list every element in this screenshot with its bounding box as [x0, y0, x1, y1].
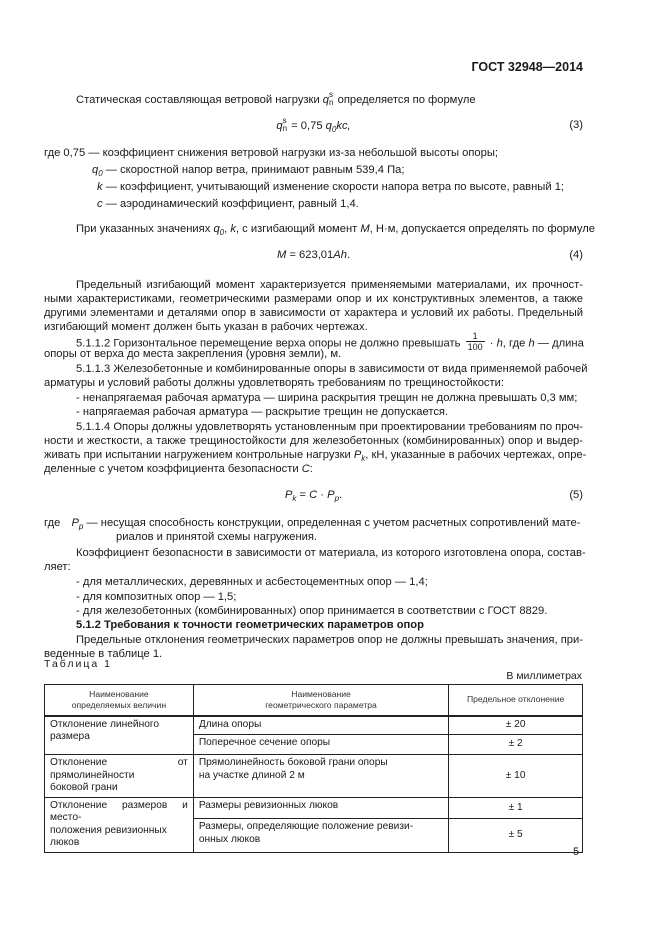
text: 5.1.1.2 Горизонтальное перемещение верха опоры не должно превышать [76, 337, 461, 350]
sub: p [334, 494, 340, 504]
header-line: Предельное отклонение [466, 694, 565, 705]
cell-tolerance: ± 20 [449, 716, 583, 735]
numerator: 1 [466, 331, 485, 342]
symbol: k [97, 181, 103, 193]
text: — аэродинамический коэффициент, равный 1,4. [102, 198, 359, 210]
symbol-q: q [322, 93, 330, 106]
sup: s [282, 116, 287, 125]
header-line: геометрического параметра [265, 699, 377, 710]
sub: p [78, 522, 84, 532]
formula-number: (4) [569, 249, 583, 261]
text: = 0,75 [288, 119, 326, 132]
text: При указанных значениях [76, 223, 214, 235]
header-quantity [45, 685, 194, 716]
sub: k [361, 454, 366, 464]
formula-5 [44, 488, 583, 504]
table-1 [44, 684, 583, 853]
paragraph-static-load [44, 92, 583, 108]
symbol: c [97, 198, 103, 210]
text: , где [502, 337, 529, 350]
where-item-k [44, 180, 583, 194]
document-code: ГОСТ 32948—2014 [471, 60, 583, 74]
sub: k [292, 494, 297, 504]
table-row [45, 716, 583, 735]
symbol: q [92, 164, 99, 176]
text: , с изгибающий момент [235, 223, 361, 235]
paragraph-5-1-2-line2: веденные в таблице 1. [44, 648, 163, 660]
paragraph-limit-line: другими элементами и деталями опор в зависимости от характера и условий их работы. Предельный [44, 307, 583, 319]
where-item-pp [44, 516, 583, 530]
paragraph-limit-line: изгибающий момент должен быть указан в рабочих чертежах. [44, 321, 368, 333]
symbol: P [353, 449, 362, 461]
symbol: C [309, 489, 318, 501]
formula-expression [44, 248, 583, 262]
text: kc, [336, 119, 351, 132]
paragraph-limit-line: ными характеристиками, геометрическими размерами опор и их конструктивных элементов, а также [44, 293, 583, 305]
where-item-c [44, 197, 583, 211]
text: = [296, 489, 310, 501]
table-header-row [45, 685, 583, 716]
text: — длина [534, 337, 584, 350]
symbol: C [301, 463, 310, 475]
clause-5-1-1-3-line2: арматуры и условий работы должны удовлетворять требованиям по трещиностойкости: [44, 377, 504, 389]
cell-tolerance: ± 10 [449, 755, 583, 798]
cell-parameter: Размеры, определяющие положение ревизи- онных люков [193, 819, 448, 852]
text: где [44, 517, 61, 529]
clause-5-1-1-4-line3 [44, 448, 587, 464]
cell-tolerance: ± 2 [449, 735, 583, 755]
symbol-q: q [325, 119, 332, 132]
paragraph-safety: Коэффициент безопасности в зависимости от материала, из которого изготовлена опора, состав- [76, 547, 586, 559]
text: · [486, 337, 497, 350]
table-unit: В миллиметрах [506, 670, 582, 682]
symbol: P [71, 517, 79, 529]
sub: 0 [219, 228, 225, 238]
table-caption: Таблица 1 [44, 658, 112, 670]
list-item: - для композитных опор — 1,5; [76, 591, 237, 603]
formula-expression [44, 488, 583, 502]
symbol: M [360, 223, 370, 235]
symbol-q: q [276, 119, 283, 132]
header-tolerance [449, 685, 583, 716]
clause-5-1-1-4: 5.1.1.4 Опоры должны удовлетворять установленным при проектировании требованиям по проч- [76, 421, 583, 433]
page-number: 5 [573, 846, 580, 858]
where-item-075: где 0,75 — коэффициент снижения ветровой нагрузки из-за небольшой высоты опоры; [44, 147, 498, 159]
text: · [317, 489, 328, 501]
text: . [339, 489, 343, 501]
text: = 623,01 [286, 249, 334, 261]
clause-5-1-1-4-line2: ности и жесткости, а также трещиностойкости для железобетонных (комбинированных) опор и выдер- [44, 435, 583, 447]
header-line: Наименование [291, 688, 351, 699]
cell-tolerance: ± 5 [449, 819, 583, 852]
text: — несущая способность конструкции, определенная с учетом расчетных сопротивлений мате- [83, 517, 581, 529]
formula-4 [44, 248, 583, 264]
cell-quantity: Отклонение размеров и место- положения ревизионных люков [45, 797, 194, 852]
text: — коэффициент, учитывающий изменение скорости напора ветра по высоте, равный 1; [102, 181, 565, 193]
clause-5-1-1-4-line4 [44, 462, 583, 476]
where-item-pp-line2: риалов и принятой схемы нагружения. [116, 531, 318, 543]
cell-parameter: Длина опоры [193, 716, 448, 735]
section-heading-5-1-2: 5.1.2 Требования к точности геометрических параметров опор [76, 619, 424, 631]
text: деленные с учетом коэффициента безопасности [44, 463, 302, 475]
sup: s [329, 90, 334, 99]
header-parameter [193, 685, 448, 716]
table-row [45, 755, 583, 798]
sub: 0 [98, 169, 103, 179]
list-item: - для железобетонных (комбинированных) опор принимается в соответствии с ГОСТ 8829. [76, 605, 548, 617]
text: живать при испытании нагружением контрольные нагрузки [44, 449, 354, 461]
text: — скоростной напор ветра, принимают равным 539,4 Па; [102, 164, 405, 176]
text: . [346, 249, 351, 261]
symbol: Ah [333, 249, 347, 261]
list-item: - напрягаемая рабочая арматура — раскрытие трещин не допускается. [76, 406, 449, 418]
paragraph-moment [44, 222, 595, 238]
paragraph-limit-line: Предельный изгибающий момент характеризуется применяемыми материалами, их прочност- [76, 279, 583, 291]
clause-5-1-1-3: 5.1.1.3 Железобетонные и комбинированные опоры в зависимости от вида применяемой рабочей [76, 363, 588, 375]
header-line: Наименование [89, 688, 149, 699]
cell-parameter: Прямолинейность боковой грани опоры на участке длиной 2 м [193, 755, 448, 798]
sub: 0 [331, 125, 337, 135]
symbol: h [528, 337, 535, 350]
sub: n [282, 124, 288, 133]
list-item: - ненапрягаемая рабочая арматура — ширина раскрытия трещин не должна превышать 0,3 мм; [76, 392, 578, 404]
cell-parameter: Размеры ревизионных люков [193, 797, 448, 819]
symbol: P [284, 489, 293, 501]
list-item: - для металлических, деревянных и асбестоцементных опор — 1,4; [76, 576, 428, 588]
clause-5-1-1-2-line2: опоры от верха до места закрепления (уровня земли), м. [44, 348, 342, 360]
text: определяется по формуле [334, 93, 476, 106]
text: : [309, 463, 313, 475]
paragraph-safety-line2: ляет: [44, 561, 71, 573]
text: Статическая составляющая ветровой нагрузки [76, 93, 323, 106]
symbol: k [230, 223, 236, 235]
formula-3 [44, 118, 583, 134]
symbol: q [213, 223, 220, 235]
header-line: определяемых величин [71, 699, 167, 710]
formula-expression [44, 118, 583, 134]
symbol: P [327, 489, 335, 501]
formula-number: (3) [569, 119, 583, 131]
paragraph-5-1-2: Предельные отклонения геометрических параметров опор не должны превышать значения, при- [76, 634, 583, 646]
text: , кН, указанные в рабочих чертежах, опре- [365, 449, 587, 461]
text: , Н·м, допускается определять по формуле [369, 223, 595, 235]
formula-number: (5) [569, 489, 583, 501]
sup-sub [329, 91, 333, 107]
sup-sub [283, 117, 287, 133]
cell-quantity: Отклонение от прямолинейности боковой грани [45, 755, 194, 798]
denominator: 100 [467, 342, 483, 352]
where-item-q0 [44, 163, 583, 177]
text: , [224, 223, 231, 235]
cell-quantity: Отклонение линейного размера [45, 716, 194, 755]
symbol: h [496, 337, 503, 350]
cell-parameter: Поперечное сечение опоры [193, 735, 448, 755]
table-row [45, 797, 583, 819]
sub: n [329, 98, 334, 107]
symbol: M [276, 249, 287, 261]
cell-tolerance: ± 1 [449, 797, 583, 819]
